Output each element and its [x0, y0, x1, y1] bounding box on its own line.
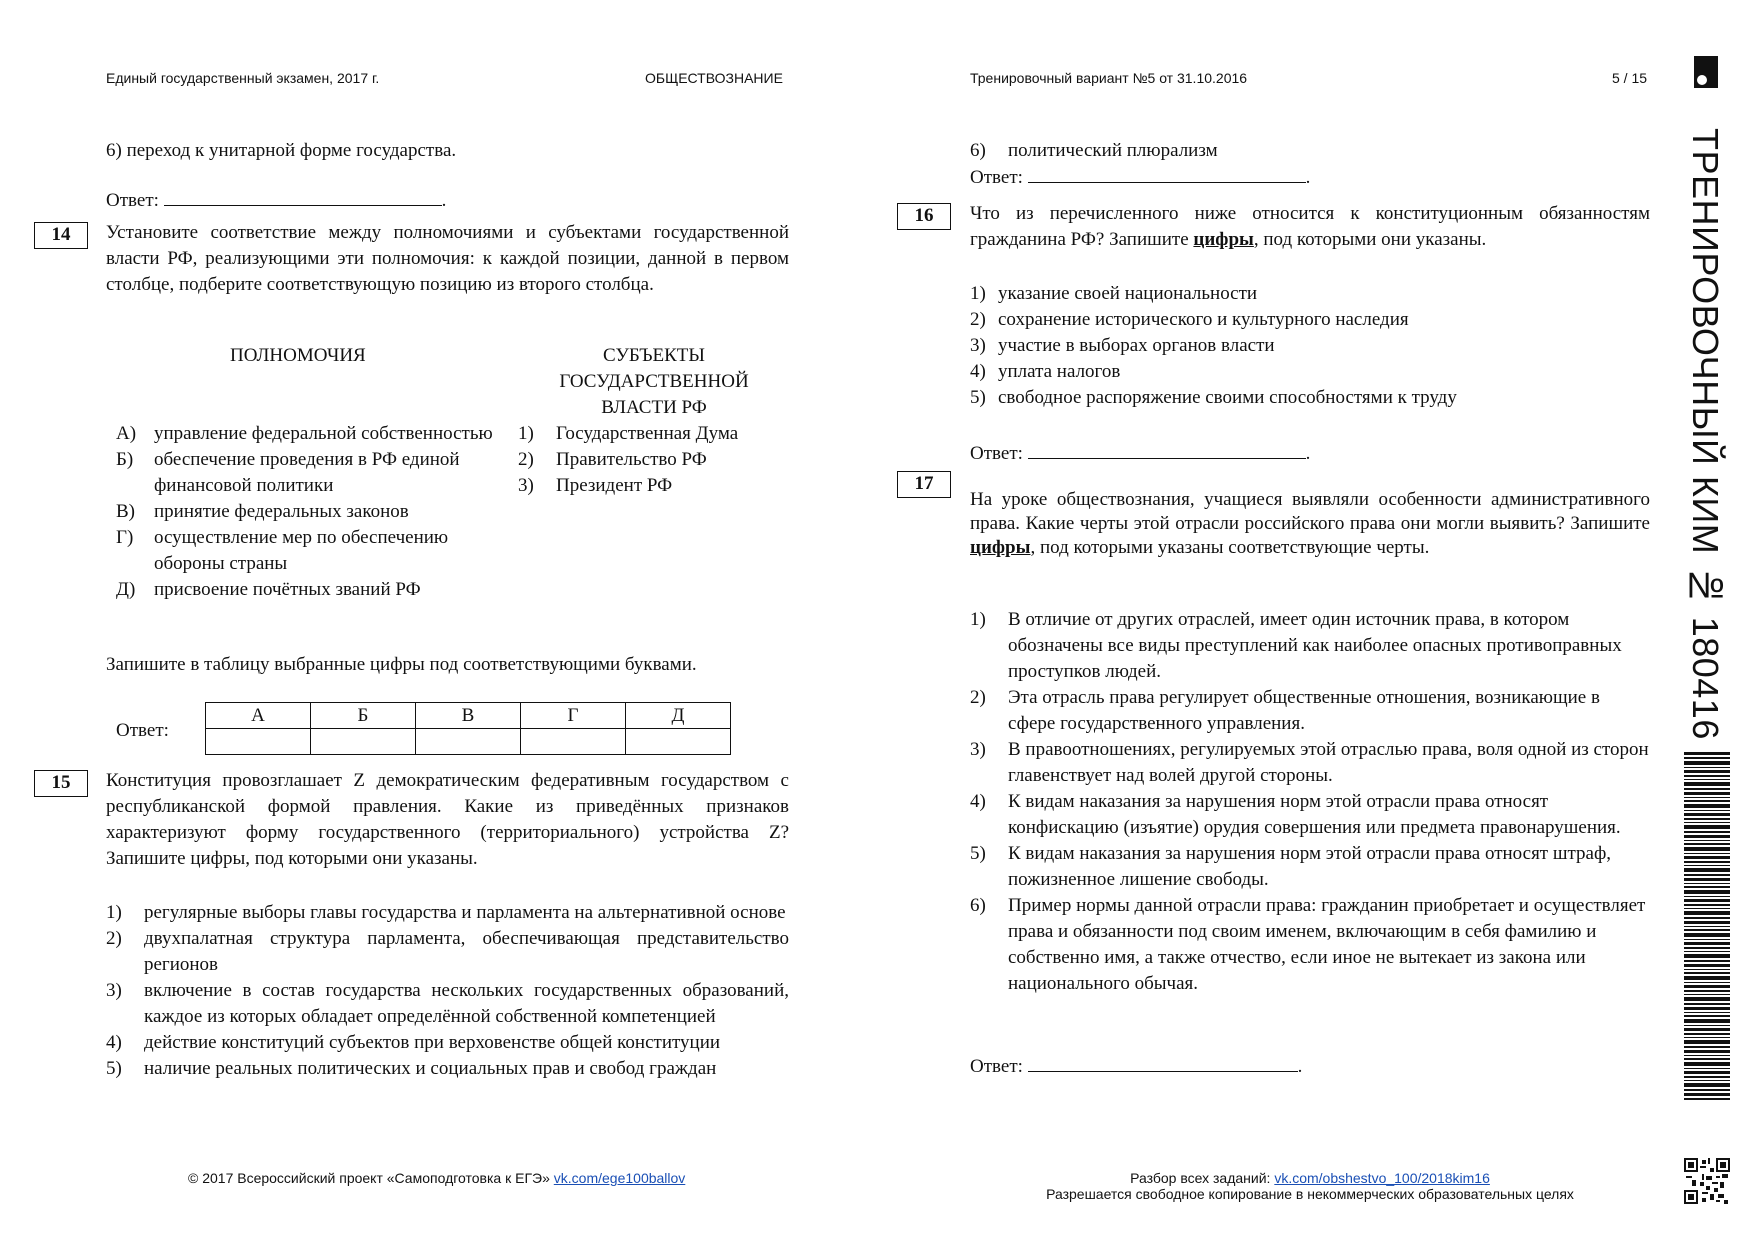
side-title: ТРЕНИРОВОЧНЫЙ КИМ № 180416	[1685, 128, 1726, 740]
header-page-number: 5 / 15	[1612, 70, 1648, 86]
answer-line-13[interactable]	[106, 187, 446, 214]
list-item: 3) Президент РФ	[518, 475, 673, 496]
list-item: 5) наличие реальных политических и социальных прав и свобод граждан	[106, 1058, 717, 1079]
corner-marker-icon	[1694, 56, 1718, 88]
list-item: 2) Эта отрасль права регулирует общественные отношения, возникающие в сфере государственного управления.	[970, 687, 1600, 734]
question-15-text: Конституция провозглашает Z демократическим федеративным государством с республиканской формой правления. Какие из приведённых признаков характеризуют форму государственного (территориального) устройства Z? Запишите цифры, под которыми они указаны.	[106, 770, 789, 869]
answer-cell-d[interactable]	[626, 729, 731, 755]
footer-link-analysis[interactable]: vk.com/obshestvo_100/2018kim16	[1274, 1170, 1490, 1186]
answer-table-input-row	[206, 729, 731, 755]
table-instruction: Запишите в таблицу выбранные цифры под соответствующими буквами.	[106, 654, 697, 675]
list-item: 2) двухпалатная структура парламента, обеспечивающая представительство регионов	[106, 928, 789, 975]
list-item: Б) обеспечение проведения в РФ единой финансовой политики	[116, 449, 460, 496]
footer-copy-notice: Разрешается свободное копирование в некоммерческих образовательных целях	[1046, 1186, 1574, 1202]
answer-blank[interactable]	[1028, 440, 1306, 459]
question-number-17: 17	[897, 471, 951, 498]
q17-options-list	[970, 607, 1650, 997]
header-variant: Тренировочный вариант №5 от 31.10.2016	[970, 70, 1248, 86]
q15-options-list	[106, 900, 789, 1082]
question-16-text: Что из перечисленного ниже относится к конституционным обязанностям гражданина РФ? Запишите цифры, под которыми они указаны.	[970, 203, 1650, 250]
list-item: 1) регулярные выборы главы государства и парламента на альтернативной основе	[106, 902, 786, 923]
column-header-powers: ПОЛНОМОЧИЯ	[230, 345, 366, 366]
question-number-15: 15	[34, 770, 88, 797]
answer-dot: .	[441, 190, 447, 211]
list-item: 3) участие в выборах органов власти	[970, 335, 1275, 356]
answer-cell-b[interactable]	[311, 729, 416, 755]
list-item: 2) Правительство РФ	[518, 449, 707, 470]
list-item: Д) присвоение почётных званий РФ	[116, 579, 421, 600]
qr-code-icon	[1684, 1158, 1730, 1204]
answer-dot: .	[1305, 167, 1311, 188]
footer-copyright-text: © 2017 Всероссийский проект «Самоподготовка к ЕГЭ»	[188, 1170, 554, 1186]
question-number-14: 14	[34, 222, 88, 249]
list-item: 2) сохранение исторического и культурного наследия	[970, 309, 1409, 330]
list-item: 1) В отличие от других отраслей, имеет один источник права, в котором обозначены все виды преступлений как наиболее опасных противоправных проступков людей.	[970, 609, 1622, 682]
list-item: 3) включение в состав государства нескольких государственных образований, каждое из которых обладает определённой собственной компетенцией	[106, 980, 789, 1027]
question-14-text: Установите соответствие между полномочиями и субъектами государственной власти РФ, реализующими эти полномочия: к каждой позиции, данной в первом столбце, подберите соответствующую позицию из второго столбца.	[106, 222, 789, 295]
answer-dot: .	[1305, 443, 1311, 464]
answer-table-header: А	[206, 703, 311, 729]
answer-label: Ответ:	[970, 1056, 1023, 1077]
column-header-subjects: СУБЪЕКТЫ ГОСУДАРСТВЕННОЙ ВЛАСТИ РФ	[559, 345, 749, 418]
answer-table-header: В	[416, 703, 521, 729]
answer-label: Ответ:	[970, 443, 1023, 464]
subjects-list	[518, 421, 788, 499]
list-item: 1) Государственная Дума	[518, 423, 739, 444]
answer-table-header-row	[206, 703, 731, 729]
answer-cell-g[interactable]	[521, 729, 626, 755]
footer-right	[1000, 1170, 1620, 1202]
answer-label: Ответ:	[106, 190, 159, 211]
carry-over-item: 6) переход к унитарной форме государства.	[106, 140, 457, 161]
answer-line-16[interactable]	[970, 440, 1310, 467]
list-item: 4) К видам наказания за нарушения норм этой отрасли права относят конфискацию (изъятие) орудия совершения или предмета правонарушения.	[970, 791, 1621, 838]
question-number-16: 16	[897, 203, 951, 230]
powers-list	[116, 421, 496, 603]
answer-dot: .	[1297, 1056, 1303, 1077]
list-item: 3) В правоотношениях, регулируемых этой отраслью права, воля одной из сторон главенствует над волей другой стороны.	[970, 739, 1649, 786]
answer-line-17[interactable]	[970, 1053, 1302, 1080]
list-item: В) принятие федеральных законов	[116, 501, 409, 522]
list-item: Г) осуществление мер по обеспечению обороны страны	[116, 527, 449, 574]
table-answer-label: Ответ:	[116, 720, 169, 741]
answer-table	[205, 702, 731, 755]
answer-line-15[interactable]	[970, 164, 1310, 191]
answer-blank[interactable]	[1028, 1053, 1298, 1072]
list-item: 5) К видам наказания за нарушения норм этой отрасли права относят штраф, пожизненное лишение свободы.	[970, 843, 1612, 890]
list-item: 5) свободное распоряжение своими способностями к труду	[970, 387, 1457, 408]
carry-over-item-right: 6) политический плюрализм	[970, 140, 1218, 161]
answer-table-header: Д	[626, 703, 731, 729]
answer-cell-a[interactable]	[206, 729, 311, 755]
barcode-icon	[1684, 752, 1730, 1102]
answer-blank[interactable]	[1028, 164, 1306, 183]
answer-table-header: Г	[521, 703, 626, 729]
list-item: 1) указание своей национальности	[970, 283, 1258, 304]
list-item: А) управление федеральной собственностью	[116, 423, 493, 444]
answer-blank[interactable]	[164, 187, 442, 206]
answer-label: Ответ:	[970, 167, 1023, 188]
list-item: 4) действие конституций субъектов при верховенстве общей конституции	[106, 1032, 721, 1053]
footer-analysis-text: Разбор всех заданий:	[1130, 1170, 1275, 1186]
footer-copyright	[188, 1170, 685, 1186]
answer-table-header: Б	[311, 703, 416, 729]
header-subject: ОБЩЕСТВОЗНАНИЕ	[645, 70, 783, 86]
question-17-text: На уроке обществознания, учащиеся выявляли особенности административного права. Какие черты этой отрасли российского права они могли выявить? Запишите цифры, под которыми указаны соответствующие черты.	[970, 489, 1650, 558]
answer-cell-v[interactable]	[416, 729, 521, 755]
header-exam-title: Единый государственный экзамен, 2017 г.	[106, 70, 380, 86]
q16-options-list	[970, 281, 1650, 411]
list-item: 6) Пример нормы данной отрасли права: гражданин приобретает и осуществляет права и обязанности под своим именем, включающим в себя фамилию и собственно имя, а также отчество, если иное не вытекает из закона или национального обычая.	[970, 895, 1646, 994]
list-item: 4) уплата налогов	[970, 361, 1121, 382]
footer-link-ege100[interactable]: vk.com/ege100ballov	[553, 1170, 686, 1186]
